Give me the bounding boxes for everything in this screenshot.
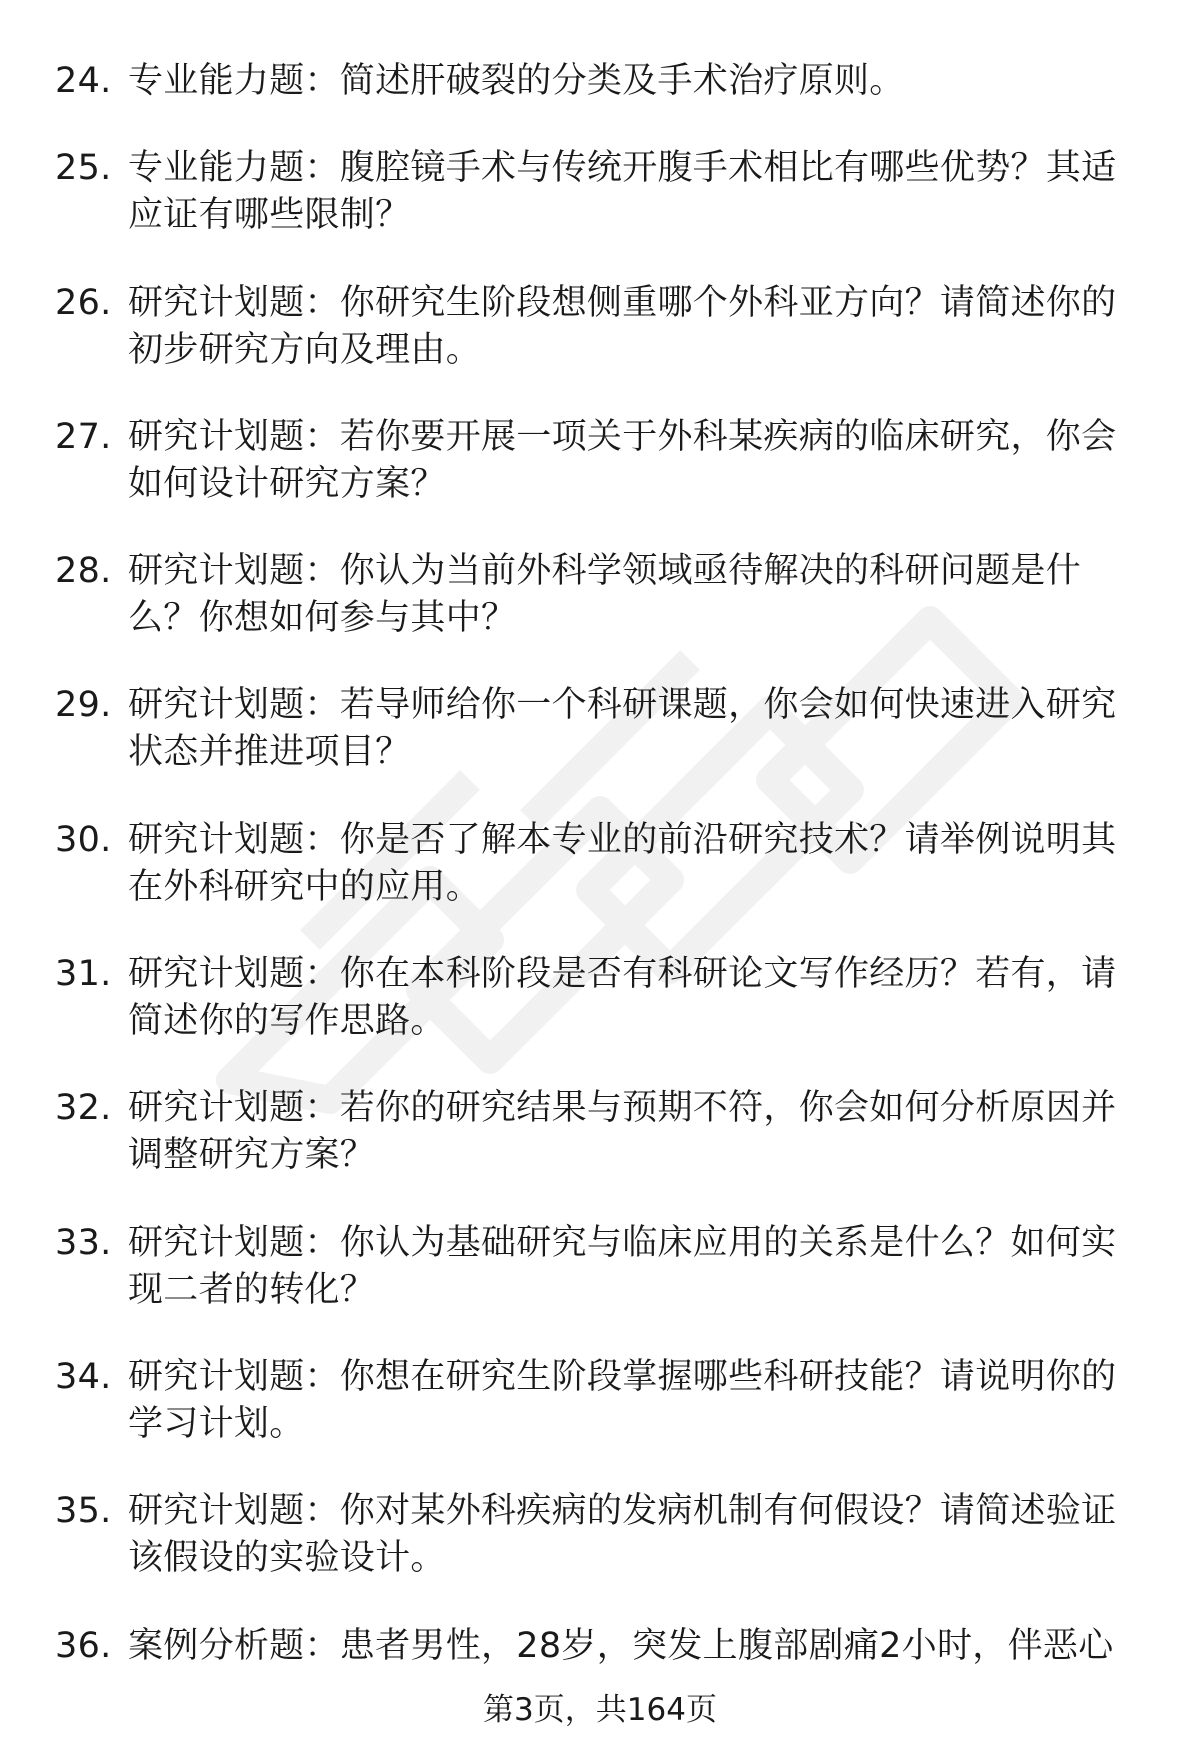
question-item <box>0 414 1200 508</box>
question-text: 研究计划题：你认为基础研究与临床应用的关系是什么？如何实现二者的转化？ <box>128 1222 1117 1310</box>
question-item <box>0 1488 1200 1582</box>
question-text: 研究计划题：你在本科阶段是否有科研论文写作经历？若有，请简述你的写作思路。 <box>128 954 1117 1042</box>
question-number: 32. <box>55 1088 112 1129</box>
question-number: 25. <box>55 148 112 189</box>
question-text: 专业能力题：腹腔镜手术与传统开腹手术相比有哪些优势？其适应证有哪些限制？ <box>128 148 1117 236</box>
question-item <box>0 1354 1200 1448</box>
question-number: 35. <box>55 1491 112 1532</box>
question-number: 36. <box>55 1625 112 1666</box>
question-number: 27. <box>55 416 112 457</box>
question-number: 30. <box>55 819 112 860</box>
question-number: 31. <box>55 954 112 995</box>
question-item <box>0 1085 1200 1179</box>
question-item <box>0 145 1200 239</box>
page-number-label: 第3页，共164页 <box>483 1692 717 1728</box>
question-text: 研究计划题：你是否了解本专业的前沿研究技术？请举例说明其在外科研究中的应用。 <box>128 819 1117 907</box>
question-text: 研究计划题：你对某外科疾病的发病机制有何假设？请简述验证该假设的实验设计。 <box>128 1491 1117 1579</box>
question-number: 26. <box>55 282 112 323</box>
question-text: 研究计划题：若导师给你一个科研课题，你会如何快速进入研究状态并推进项目？ <box>128 685 1117 773</box>
question-number: 24. <box>55 61 112 101</box>
question-number: 28. <box>55 551 112 592</box>
question-item <box>0 1220 1200 1314</box>
page-footer <box>0 1690 1200 1730</box>
question-item <box>0 548 1200 642</box>
question-text: 研究计划题：你想在研究生阶段掌握哪些科研技能？请说明你的学习计划。 <box>128 1356 1117 1444</box>
question-item <box>0 951 1200 1045</box>
question-text: 案例分析题：患者男性，28岁，突发上腹部剧痛2小时，伴恶心 <box>128 1625 1114 1666</box>
question-item <box>0 817 1200 911</box>
question-list <box>0 58 1200 1710</box>
question-text: 研究计划题：若你要开展一项关于外科某疾病的临床研究，你会如何设计研究方案？ <box>128 416 1117 504</box>
question-text: 专业能力题：简述肝破裂的分类及手术治疗原则。 <box>128 61 905 101</box>
question-text: 研究计划题：你认为当前外科学领域亟待解决的科研问题是什么？你想如何参与其中？ <box>128 551 1082 639</box>
question-text: 研究计划题：你研究生阶段想侧重哪个外科亚方向？请简述你的初步研究方向及理由。 <box>128 282 1117 370</box>
question-item <box>0 58 1200 105</box>
question-text: 研究计划题：若你的研究结果与预期不符，你会如何分析原因并调整研究方案？ <box>128 1088 1117 1176</box>
question-item <box>0 280 1200 374</box>
question-number: 33. <box>55 1222 112 1263</box>
question-item <box>0 682 1200 776</box>
question-number: 34. <box>55 1356 112 1397</box>
question-item <box>0 1623 1200 1670</box>
question-number: 29. <box>55 685 112 726</box>
